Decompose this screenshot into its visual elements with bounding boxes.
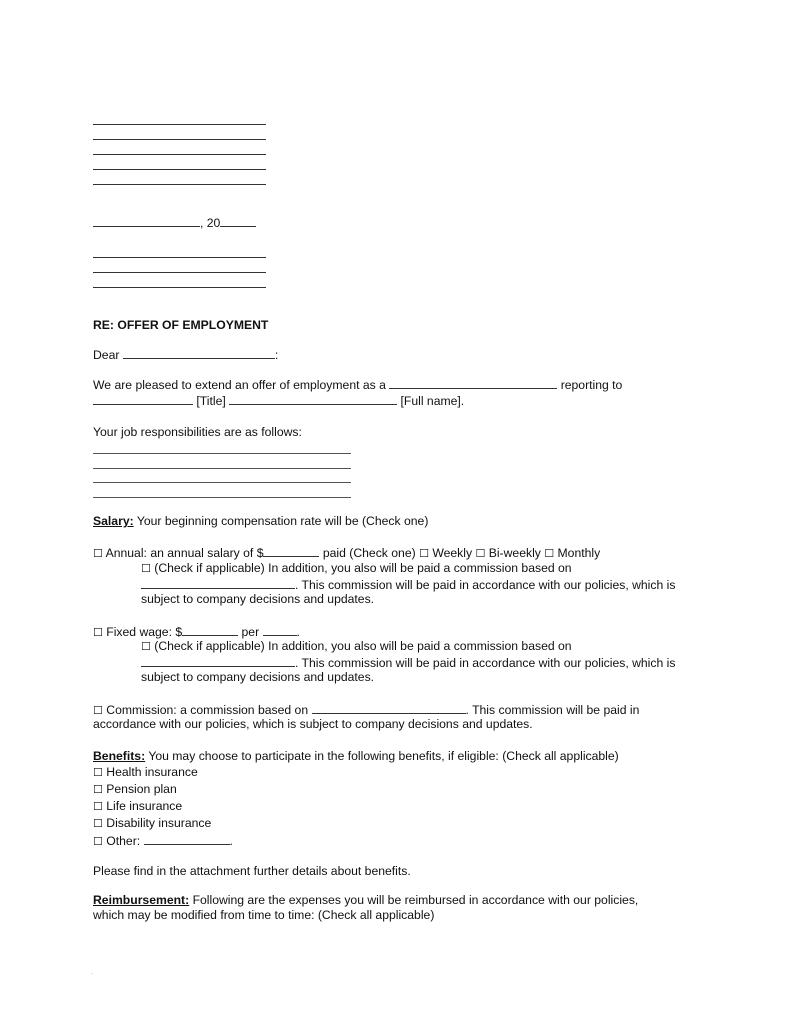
recipient-address-line-3[interactable] xyxy=(93,154,266,155)
sender-address-line-1[interactable] xyxy=(93,257,266,258)
responsibilities-intro: Your job responsibilities are as follows: xyxy=(93,425,302,439)
manager-title-blank[interactable] xyxy=(93,393,193,405)
recipient-name-blank[interactable] xyxy=(123,347,275,359)
fixed-commission-basis-blank[interactable] xyxy=(141,655,295,667)
annual-commission-line-2 xyxy=(141,577,675,593)
offer-text-2: reporting to xyxy=(560,378,623,392)
pension-checkbox-icon[interactable]: ☐ xyxy=(93,783,103,796)
year-blank[interactable] xyxy=(220,215,256,227)
responsibility-line-3[interactable] xyxy=(93,482,351,483)
subject-heading: RE: OFFER OF EMPLOYMENT xyxy=(93,318,269,332)
date-line xyxy=(93,215,256,231)
weekly-label: Weekly xyxy=(432,546,473,560)
fixed-commission-line-3: subject to company decisions and updates. xyxy=(141,670,375,684)
biweekly-label: Bi-weekly xyxy=(488,546,541,560)
salutation xyxy=(93,347,278,363)
annual-commission-text-2: . This commission will be paid in accordance with our policies, which is xyxy=(295,578,676,592)
annual-commission-text-1: (Check if applicable) In addition, you also will be paid a commission based on xyxy=(154,561,572,575)
annual-commission-line-3: subject to company decisions and updates. xyxy=(141,592,375,606)
reimbursement-text-1: Following are the expenses you will be reimbursed in accordance with our policies, xyxy=(192,893,639,907)
offer-line-2 xyxy=(93,393,464,409)
salutation-prefix: Dear xyxy=(93,348,120,362)
position-blank[interactable] xyxy=(389,377,557,389)
benefit-pension xyxy=(93,782,177,797)
date-blank[interactable] xyxy=(93,215,200,227)
commission-basis-blank[interactable] xyxy=(312,702,466,714)
annual-commission-line-1 xyxy=(141,561,572,576)
fixed-wage-option xyxy=(93,624,300,640)
other-checkbox-icon[interactable]: ☐ xyxy=(93,835,103,848)
benefit-other xyxy=(93,833,233,849)
fixed-commission-text-1: (Check if applicable) In addition, you also will be paid a commission based on xyxy=(154,639,572,653)
sender-address-line-3[interactable] xyxy=(93,287,266,288)
annual-label: Annual: an annual salary of $ xyxy=(105,546,264,560)
fullname-label: [Full name]. xyxy=(400,394,465,408)
title-label: [Title] xyxy=(196,394,226,408)
date-separator: , 20 xyxy=(200,216,221,230)
life-checkbox-icon[interactable]: ☐ xyxy=(93,800,103,813)
sender-address-line-2[interactable] xyxy=(93,272,266,273)
other-label: Other: xyxy=(106,834,141,848)
disability-checkbox-icon[interactable]: ☐ xyxy=(93,817,103,830)
salary-heading: Salary: xyxy=(93,514,134,528)
offer-text-1: We are pleased to extend an offer of employment as a xyxy=(93,378,386,392)
footer-mark: . xyxy=(91,970,93,976)
fixed-commission-line-2 xyxy=(141,655,675,671)
annual-option xyxy=(93,545,600,561)
monthly-checkbox-icon[interactable]: ☐ xyxy=(544,547,555,560)
salary-intro: Your beginning compensation rate will be (Check one) xyxy=(136,514,429,528)
pension-label: Pension plan xyxy=(106,782,177,796)
annual-commission-basis-blank[interactable] xyxy=(141,577,295,589)
fixed-wage-period-blank[interactable] xyxy=(263,624,297,636)
salary-heading-line xyxy=(93,514,428,529)
benefits-heading: Benefits: xyxy=(93,749,146,763)
benefit-health xyxy=(93,765,198,780)
health-checkbox-icon[interactable]: ☐ xyxy=(93,766,103,779)
commission-text-1: . This commission will be paid in xyxy=(465,703,640,717)
recipient-address-line-5[interactable] xyxy=(93,184,266,185)
benefits-heading-line xyxy=(93,749,619,764)
reimbursement-line-1 xyxy=(93,893,638,908)
commission-option xyxy=(93,702,639,718)
annual-salary-blank[interactable] xyxy=(263,545,319,557)
annual-paid-label: paid (Check one) xyxy=(322,546,416,560)
recipient-address-line-1[interactable] xyxy=(93,124,266,125)
annual-commission-checkbox-icon[interactable]: ☐ xyxy=(141,562,151,575)
life-label: Life insurance xyxy=(106,799,183,813)
benefit-disability xyxy=(93,816,211,831)
reimbursement-line-2: which may be modified from time to time: (Check all applicable) xyxy=(93,908,435,922)
recipient-address-line-4[interactable] xyxy=(93,169,266,170)
offer-line-1 xyxy=(93,377,622,393)
fixed-commission-checkbox-icon[interactable]: ☐ xyxy=(141,640,151,653)
responsibility-line-4[interactable] xyxy=(93,497,351,498)
responsibility-line-1[interactable] xyxy=(93,453,351,454)
commission-checkbox-icon[interactable]: ☐ xyxy=(93,704,103,717)
recipient-address-line-2[interactable] xyxy=(93,139,266,140)
fixed-commission-line-1 xyxy=(141,639,572,654)
fixed-wage-amount-blank[interactable] xyxy=(182,624,238,636)
other-benefit-blank[interactable] xyxy=(144,833,230,845)
benefits-intro: You may choose to participate in the following benefits, if eligible: (Check all applicable) xyxy=(148,749,619,763)
fixed-wage-per: per xyxy=(241,625,260,639)
benefits-note: Please find in the attachment further details about benefits. xyxy=(93,864,411,878)
annual-checkbox-icon[interactable]: ☐ xyxy=(93,547,103,560)
biweekly-checkbox-icon[interactable]: ☐ xyxy=(475,547,486,560)
commission-label: Commission: a commission based on xyxy=(106,703,309,717)
fixed-wage-checkbox-icon[interactable]: ☐ xyxy=(93,626,103,639)
manager-name-blank[interactable] xyxy=(229,393,397,405)
fixed-wage-label: Fixed wage: $ xyxy=(106,625,183,639)
salutation-suffix: : xyxy=(274,348,279,362)
fixed-commission-text-2: . This commission will be paid in accordance with our policies, which is xyxy=(295,656,676,670)
weekly-checkbox-icon[interactable]: ☐ xyxy=(419,547,429,560)
monthly-label: Monthly xyxy=(557,546,601,560)
fixed-wage-end: . xyxy=(296,625,300,639)
commission-line-2: accordance with our policies, which is subject to company decisions and updates. xyxy=(93,717,533,731)
disability-label: Disability insurance xyxy=(106,816,212,830)
health-label: Health insurance xyxy=(106,765,198,779)
responsibility-line-2[interactable] xyxy=(93,468,351,469)
benefit-life xyxy=(93,799,182,814)
reimbursement-heading: Reimbursement: xyxy=(93,893,190,907)
other-end: . xyxy=(229,834,233,848)
